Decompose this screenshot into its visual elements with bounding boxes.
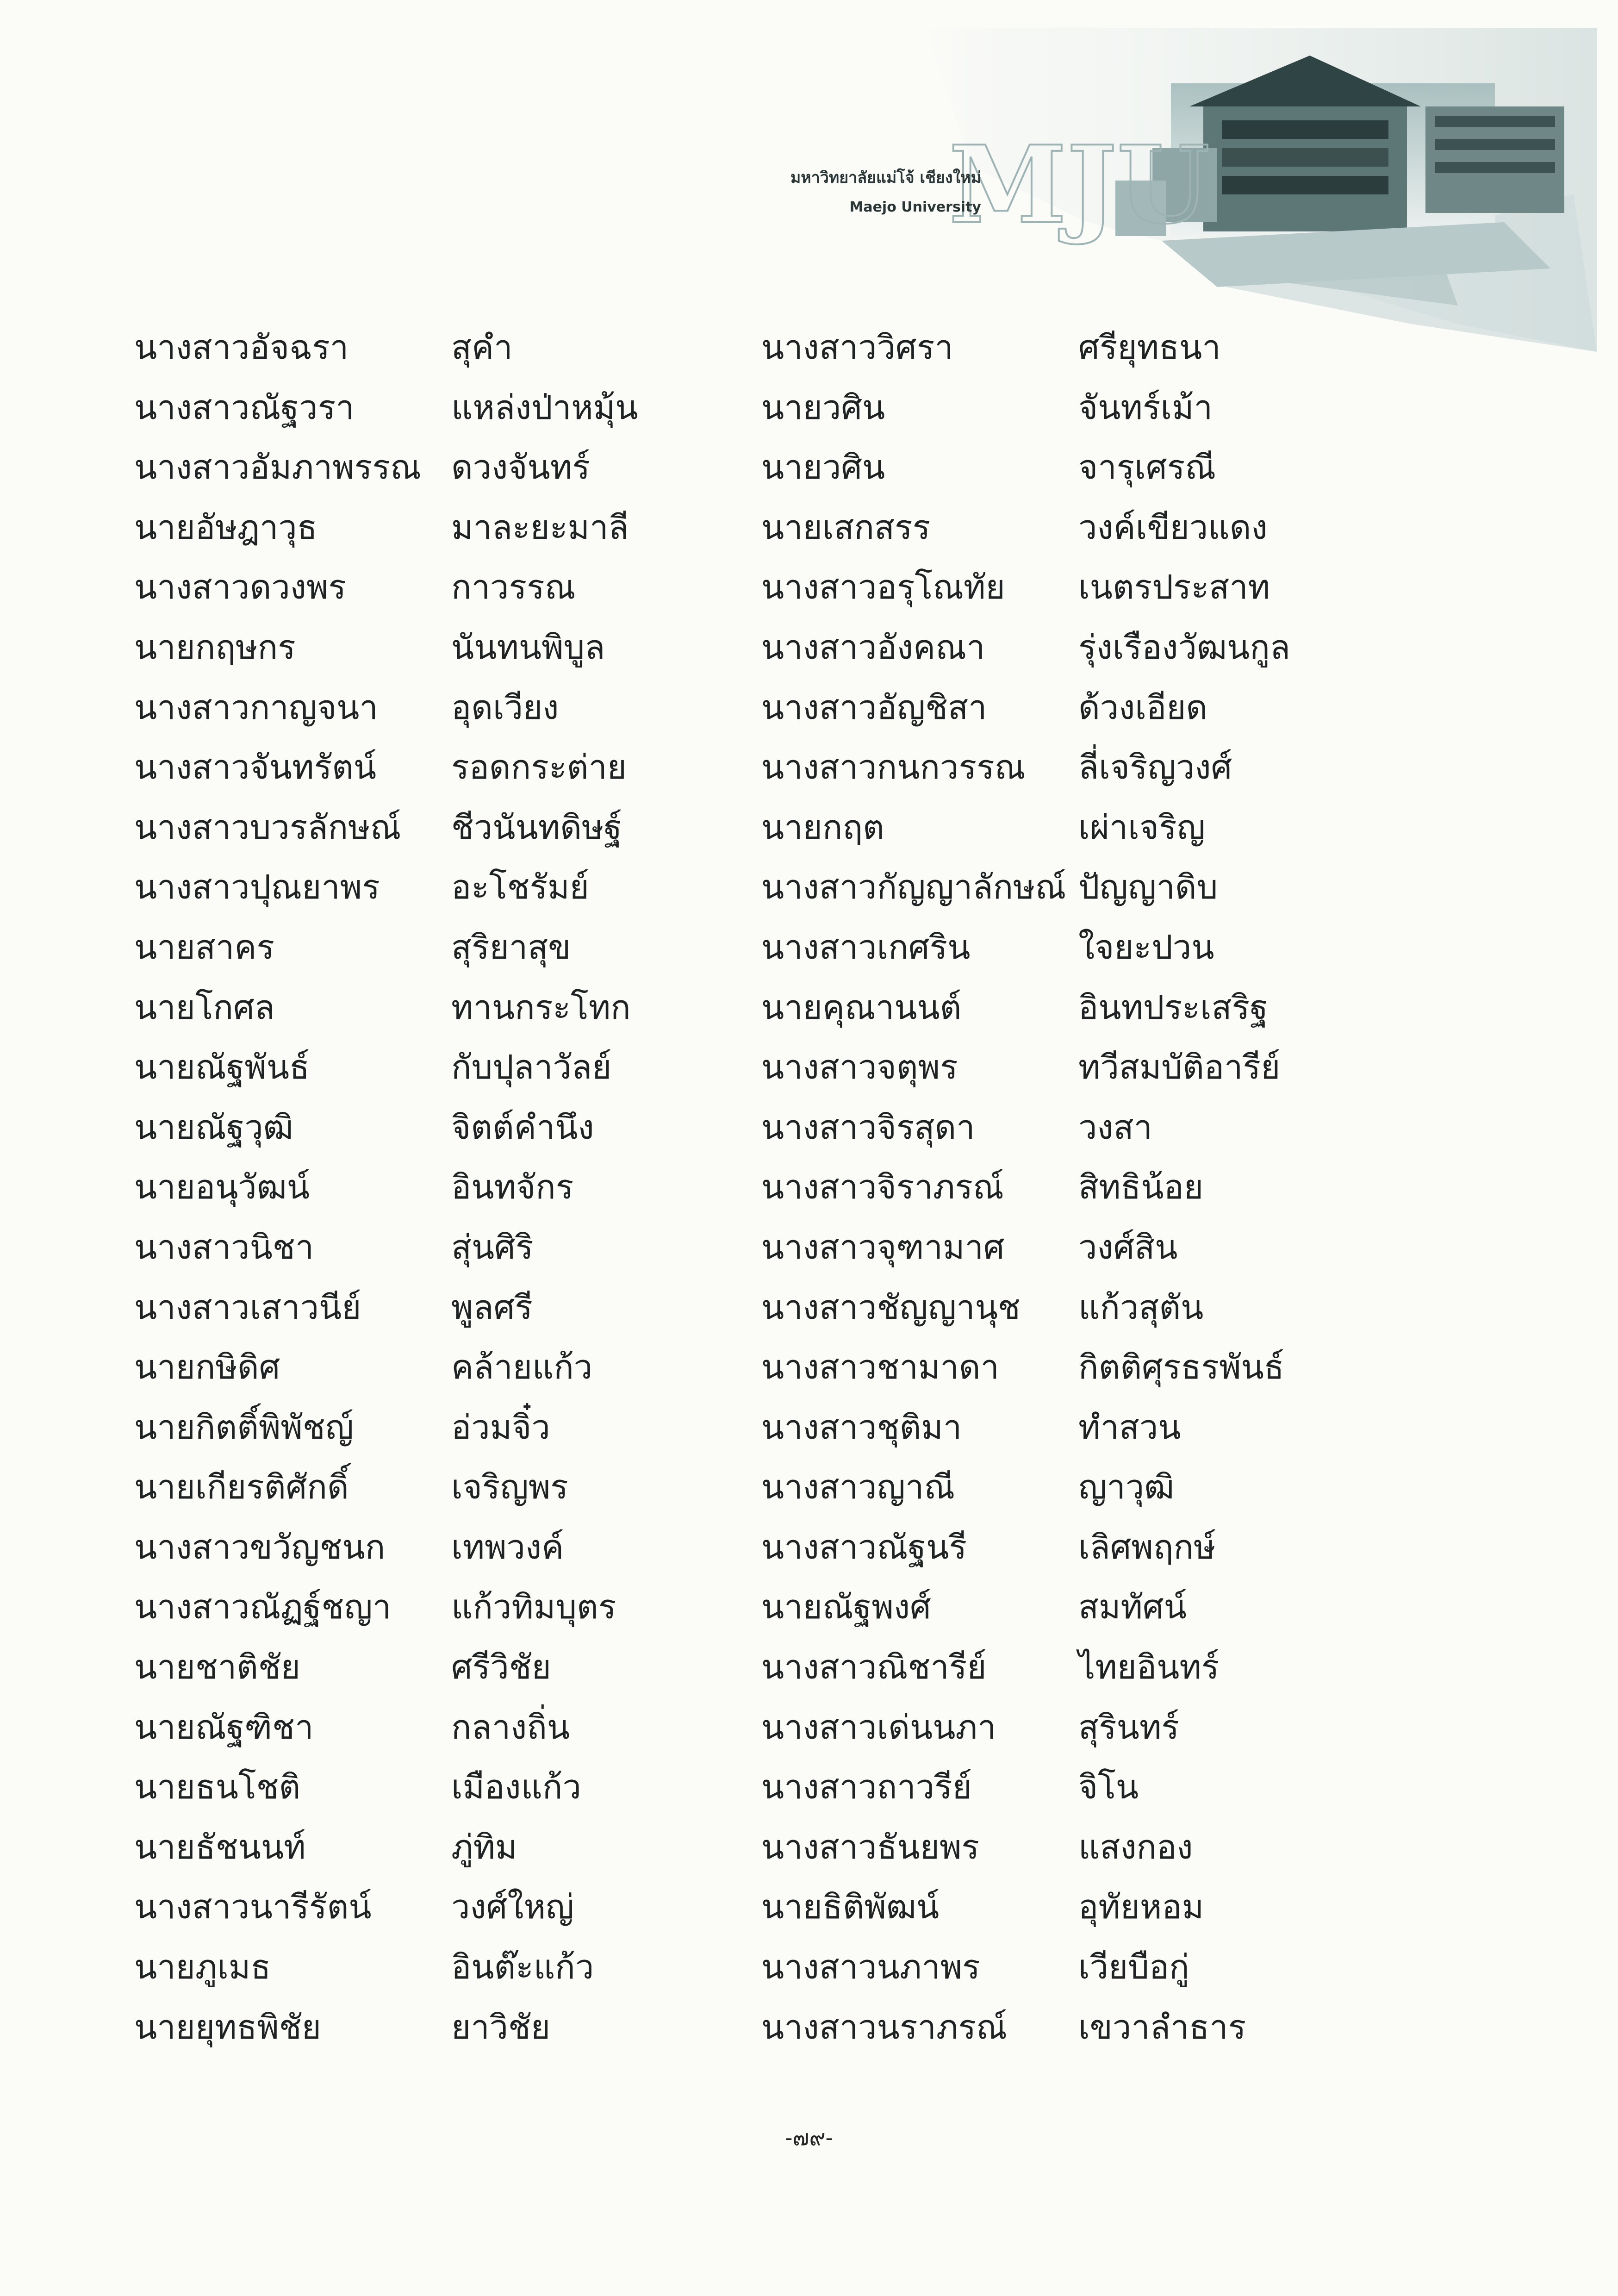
surname-right: เขวาลำธาร <box>1078 2007 1246 2046</box>
first-name-right: นางสาวเด่นนภา <box>761 1707 996 1747</box>
first-name-left: นายณัฐพันธ์ <box>134 1048 310 1087</box>
surname-left: นันทนพิบูล <box>451 627 605 667</box>
surname-right: เวียบือกู่ <box>1078 1947 1189 1987</box>
name-row <box>134 384 1384 444</box>
surname-right: อุทัยหอม <box>1078 1887 1204 1927</box>
name-row <box>134 1824 1384 1884</box>
surname-left: สุริยาสุข <box>451 927 571 967</box>
surname-right: ทวีสมบัติอารีย์ <box>1078 1048 1281 1087</box>
name-row <box>134 324 1384 384</box>
surname-left: วงศ์ใหญ่ <box>451 1887 574 1927</box>
first-name-right: นางสาวณัฐนรี <box>761 1527 967 1566</box>
name-row <box>134 1524 1384 1584</box>
first-name-right: นางสาวนราภรณ์ <box>761 2007 1007 2046</box>
name-row <box>134 1344 1384 1404</box>
first-name-right: นางสาวอรุโณทัย <box>761 568 1005 607</box>
first-name-left: นายสาคร <box>134 927 275 967</box>
first-name-right: นางสาวจิราภรณ์ <box>761 1167 1004 1207</box>
first-name-left: นางสาวอัมภาพรรณ <box>134 448 421 487</box>
first-name-right: นายคุณานนต์ <box>761 987 962 1027</box>
surname-right: สิทธิน้อย <box>1078 1167 1203 1207</box>
first-name-right: นายณัฐพงศ์ <box>761 1587 931 1627</box>
surname-right: ปัญญาดิบ <box>1078 867 1218 907</box>
first-name-right: นางสาวเกศริน <box>761 927 971 967</box>
surname-left: คล้ายแก้ว <box>451 1348 593 1387</box>
first-name-left: นายธนโชติ <box>134 1767 301 1807</box>
surname-left: เจริญพร <box>451 1467 568 1507</box>
surname-left: มาละยะมาลี <box>451 507 629 547</box>
surname-left: ทานกระโทก <box>451 987 631 1027</box>
name-row <box>134 1404 1384 1464</box>
first-name-left: นางสาวเสาวนีย์ <box>134 1287 361 1327</box>
first-name-left: นายยุทธพิชัย <box>134 2007 321 2046</box>
first-name-left: นางสาวนิชา <box>134 1227 314 1267</box>
first-name-left: นางสาวกาญจนา <box>134 687 378 727</box>
first-name-left: นายกิตติ์พิพัชญ์ <box>134 1407 354 1447</box>
name-row <box>134 1104 1384 1164</box>
surname-left: เมืองแก้ว <box>451 1767 581 1807</box>
first-name-left: นายกฤษกร <box>134 627 296 667</box>
surname-right: จิโน <box>1078 1767 1139 1807</box>
first-name-left: นายโกศล <box>134 987 275 1027</box>
first-name-left: นายภูเมธ <box>134 1947 271 1987</box>
surname-right: ทำสวน <box>1078 1407 1181 1447</box>
name-row <box>134 1464 1384 1524</box>
first-name-right: นางสาวธันยพร <box>761 1827 980 1866</box>
surname-right: แสงกอง <box>1078 1827 1193 1866</box>
first-name-left: นางสาวณัฏฐ์ชญา <box>134 1587 392 1627</box>
surname-left: จิตต์คำนึง <box>451 1107 594 1147</box>
surname-left: แหล่งป่าหมุ้น <box>451 387 638 427</box>
first-name-left: นางสาวขวัญชนก <box>134 1527 386 1566</box>
name-row <box>134 1584 1384 1644</box>
first-name-left: นางสาวดวงพร <box>134 568 347 607</box>
surname-left: ศรีวิชัย <box>451 1647 551 1687</box>
surname-right: ด้วงเอียด <box>1078 687 1208 727</box>
surname-left: ดวงจันทร์ <box>451 448 590 487</box>
name-row <box>134 444 1384 504</box>
surname-right: เนตรประสาท <box>1078 568 1270 607</box>
first-name-left: นายอัษฎาวุธ <box>134 507 317 547</box>
surname-left: ชีวนันทดิษฐ์ <box>451 807 622 847</box>
surname-left: ภู่ทิม <box>451 1827 517 1866</box>
name-row <box>134 624 1384 684</box>
first-name-right: นางสาวญาณี <box>761 1467 955 1507</box>
name-row <box>134 1224 1384 1284</box>
surname-left: สุคำ <box>451 328 513 367</box>
surname-right: สุรินทร์ <box>1078 1707 1179 1747</box>
first-name-left: นายณัฐฑิชา <box>134 1707 314 1747</box>
surname-left: กับปุลาวัลย์ <box>451 1048 612 1087</box>
name-row <box>134 564 1384 624</box>
first-name-left: นางสาวนารีรัตน์ <box>134 1887 372 1927</box>
surname-left: รอดกระต่าย <box>451 748 627 787</box>
first-name-left: นางสาวณัฐวรา <box>134 387 355 427</box>
surname-left: อุดเวียง <box>451 687 559 727</box>
first-name-right: นายวศิน <box>761 387 885 427</box>
name-row <box>134 1944 1384 2004</box>
first-name-right: นายวศิน <box>761 448 885 487</box>
first-name-right: นางสาวกนกวรรณ <box>761 748 1026 787</box>
surname-left: สุ่นศิริ <box>451 1227 534 1267</box>
surname-right: สมทัศน์ <box>1078 1587 1187 1627</box>
surname-left: กลางถิ่น <box>451 1707 570 1747</box>
surname-left: อะโชรัมย์ <box>451 867 589 907</box>
surname-left: ยาวิชัย <box>451 2007 551 2046</box>
name-row <box>134 504 1384 564</box>
surname-right: ญาวุฒิ <box>1078 1467 1175 1507</box>
surname-left: พูลศรี <box>451 1287 533 1327</box>
first-name-left: นางสาวจันทรัตน์ <box>134 748 377 787</box>
first-name-right: นางสาวอังคณา <box>761 627 985 667</box>
surname-right: ใจยะปวน <box>1078 927 1214 967</box>
surname-left: อินต๊ะแก้ว <box>451 1947 594 1987</box>
surname-right: วงสา <box>1078 1107 1152 1147</box>
surname-right: เลิศพฤกษ์ <box>1078 1527 1216 1566</box>
page-number: -๗๙- <box>785 2125 833 2151</box>
surname-right: รุ่งเรืองวัฒนกูล <box>1078 627 1290 667</box>
university-name-english: Maejo University <box>849 199 981 215</box>
campus-banner-image <box>764 28 1597 352</box>
first-name-right: นางสาวถาวรีย์ <box>761 1767 972 1807</box>
first-name-right: นายเสกสรร <box>761 507 931 547</box>
name-row <box>134 1044 1384 1104</box>
name-row <box>134 744 1384 804</box>
name-row <box>134 2004 1384 2064</box>
first-name-left: นายณัฐวุฒิ <box>134 1107 293 1147</box>
surname-right: ศรียุทธนา <box>1078 328 1221 367</box>
name-row <box>134 1704 1384 1764</box>
surname-right: วงค์เขียวแดง <box>1078 507 1268 547</box>
first-name-right: นางสาววิศรา <box>761 328 953 367</box>
name-row <box>134 984 1384 1044</box>
university-header <box>671 28 1597 352</box>
surname-left: กาวรรณ <box>451 568 576 607</box>
surname-right: จารุเศรณี <box>1078 448 1216 487</box>
surname-left: อ่วมจิ๋ว <box>451 1407 550 1447</box>
first-name-right: นางสาวจุฑามาศ <box>761 1227 1005 1267</box>
first-name-right: นางสาวชุติมา <box>761 1407 962 1447</box>
first-name-right: นางสาวจิรสุดา <box>761 1107 975 1147</box>
surname-left: อินทจักร <box>451 1167 574 1207</box>
first-name-left: นายกษิดิศ <box>134 1348 280 1387</box>
name-row <box>134 864 1384 924</box>
first-name-right: นางสาวชัญญานุช <box>761 1287 1021 1327</box>
surname-right: กิตติศุรธรพันธ์ <box>1078 1348 1284 1387</box>
first-name-left: นางสาวอัจฉรา <box>134 328 349 367</box>
name-row <box>134 924 1384 984</box>
name-row <box>134 684 1384 744</box>
first-name-right: นางสาวนภาพร <box>761 1947 980 1987</box>
surname-right: ไทยอินทร์ <box>1078 1647 1220 1687</box>
name-list <box>134 324 1384 2064</box>
first-name-right: นายธิติพัฒน์ <box>761 1887 940 1927</box>
first-name-right: นายกฤต <box>761 807 884 847</box>
mju-logo-letters: MJU <box>949 123 1210 248</box>
first-name-left: นางสาวปุณยาพร <box>134 867 380 907</box>
first-name-right: นางสาวจตุพร <box>761 1048 958 1087</box>
first-name-right: นางสาวณิชารีย์ <box>761 1647 987 1687</box>
name-row <box>134 1164 1384 1224</box>
first-name-right: นางสาวอัญชิสา <box>761 687 987 727</box>
surname-right: ลี่เจริญวงศ์ <box>1078 748 1232 787</box>
name-row <box>134 1644 1384 1704</box>
first-name-left: นายชาติชัย <box>134 1647 300 1687</box>
first-name-left: นายเกียรติศักดิ์ <box>134 1467 349 1507</box>
first-name-right: นางสาวชามาดา <box>761 1348 999 1387</box>
name-row <box>134 1284 1384 1344</box>
name-row <box>134 1884 1384 1944</box>
first-name-left: นายอนุวัฒน์ <box>134 1167 310 1207</box>
surname-right: วงศ์สิน <box>1078 1227 1178 1267</box>
name-row <box>134 1764 1384 1824</box>
surname-right: เผ่าเจริญ <box>1078 807 1206 847</box>
first-name-left: นายธัชนนท์ <box>134 1827 306 1866</box>
surname-left: เทพวงค์ <box>451 1527 564 1566</box>
university-name-thai: มหาวิทยาลัยแม่โจ้ เชียงใหม่ <box>790 168 981 187</box>
surname-right: แก้วสุตัน <box>1078 1287 1204 1327</box>
surname-left: แก้วทิมบุตร <box>451 1587 616 1627</box>
first-name-left: นางสาวบวรลักษณ์ <box>134 807 401 847</box>
surname-right: อินทประเสริฐ <box>1078 987 1268 1027</box>
surname-right: จันทร์เม้า <box>1078 387 1213 427</box>
name-row <box>134 804 1384 864</box>
first-name-right: นางสาวกัญญาลักษณ์ <box>761 867 1066 907</box>
